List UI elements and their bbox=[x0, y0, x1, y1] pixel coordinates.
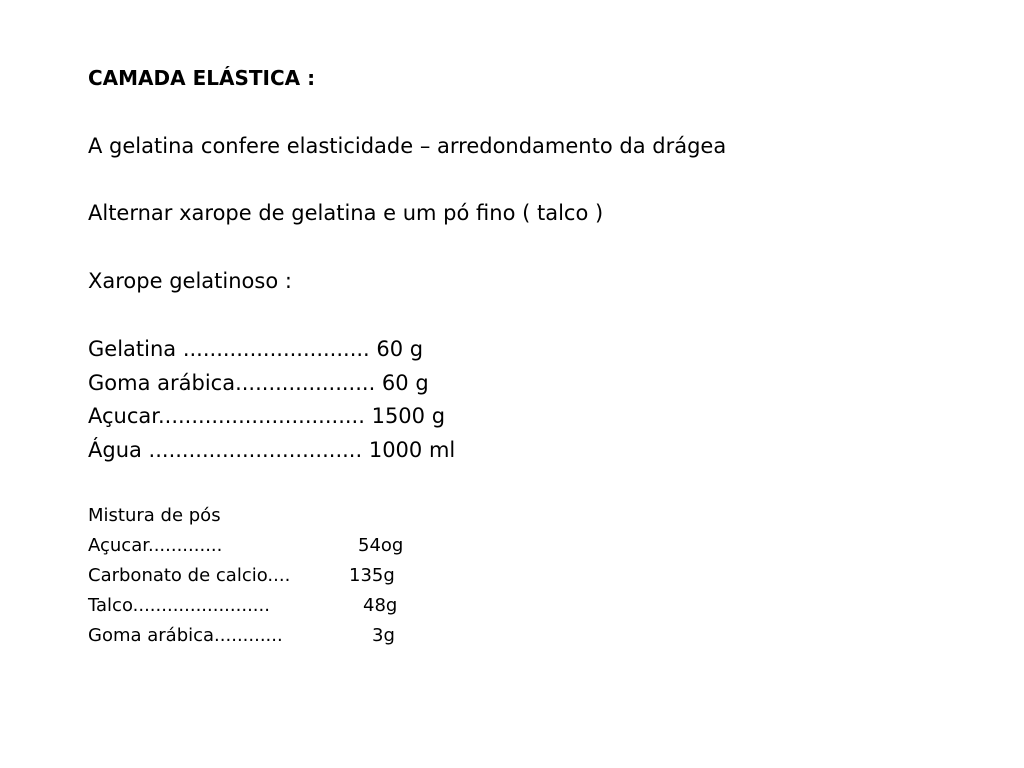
mistura-item-qty: 48g bbox=[363, 595, 398, 616]
paragraph-alternate: Alternar xarope de gelatina e um pó fino ( talco ) bbox=[88, 201, 604, 225]
slide-title: CAMADA ELÁSTICA : bbox=[88, 66, 316, 90]
recipe-line-goma-arabica: Goma arábica..................... 60 g bbox=[88, 371, 429, 395]
mistura-item bbox=[88, 567, 508, 591]
mistura-item-label: Goma arábica............ bbox=[88, 625, 283, 646]
mistura-item-qty: 3g bbox=[372, 625, 395, 646]
recipe-line-gelatina: Gelatina ............................ 60 g bbox=[88, 337, 424, 361]
recipe-line-agua: Água ................................ 1000 ml bbox=[88, 438, 456, 462]
mistura-heading: Mistura de pós bbox=[88, 505, 221, 526]
paragraph-elasticity: A gelatina confere elasticidade – arredondamento da drágea bbox=[88, 134, 727, 158]
mistura-item bbox=[88, 597, 508, 621]
mistura-item-qty: 135g bbox=[349, 565, 395, 586]
recipe-line-acucar: Açucar............................... 1500 g bbox=[88, 404, 446, 428]
mistura-item-label: Carbonato de calcio.... bbox=[88, 565, 291, 586]
mistura-item-label: Açucar............. bbox=[88, 535, 223, 556]
mistura-item bbox=[88, 627, 508, 651]
mistura-item-label: Talco........................ bbox=[88, 595, 270, 616]
mistura-item bbox=[88, 537, 508, 561]
slide bbox=[88, 0, 988, 768]
mistura-item-qty: 54og bbox=[358, 535, 404, 556]
paragraph-xarope-heading: Xarope gelatinoso : bbox=[88, 269, 292, 293]
